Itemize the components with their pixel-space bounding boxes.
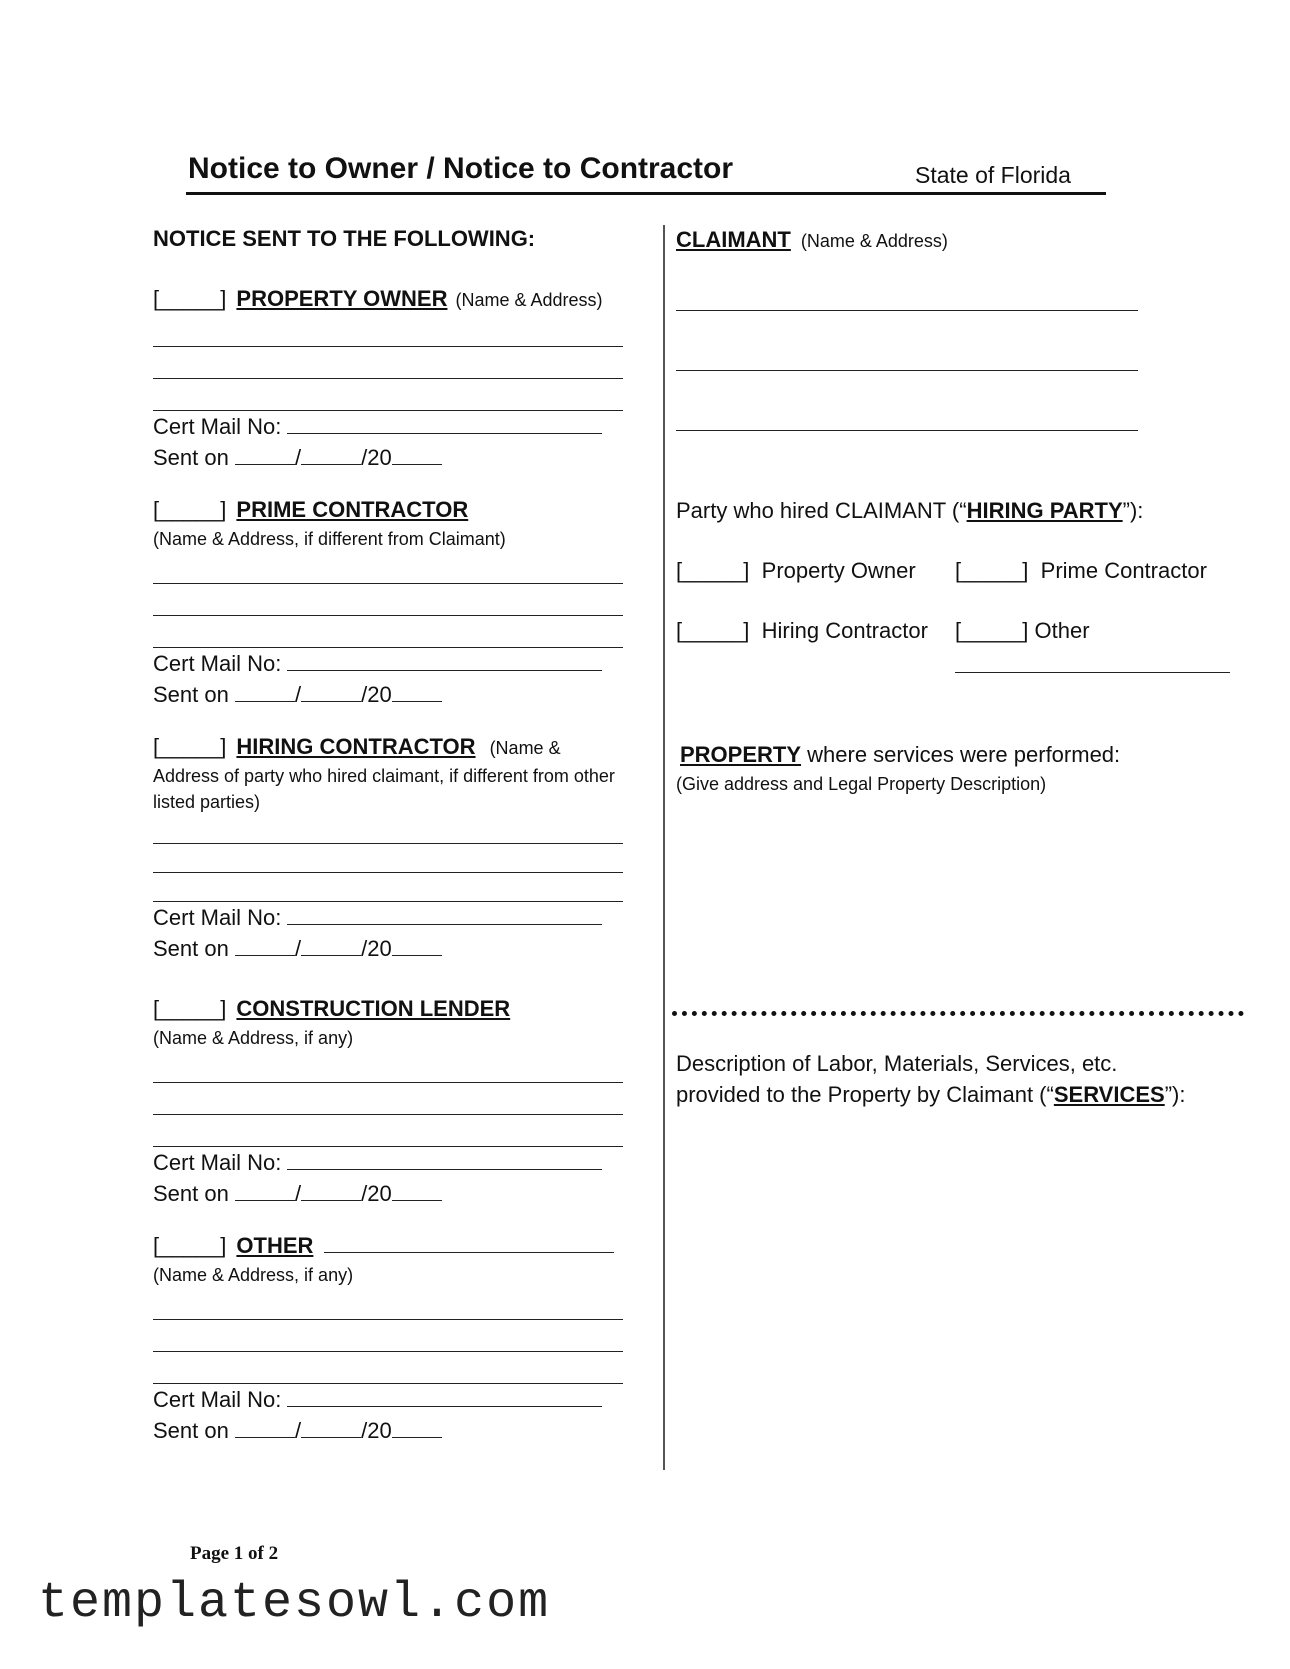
- section-header: [153, 1230, 623, 1262]
- cert-mail-row: [153, 902, 623, 933]
- year-field[interactable]: [392, 1178, 442, 1201]
- date-sep: /: [294, 936, 302, 961]
- cert-mail-label: Cert Mail No:: [153, 905, 282, 930]
- year-field[interactable]: [392, 679, 442, 702]
- property-label: PROPERTY: [680, 742, 802, 767]
- address-line[interactable]: [153, 347, 623, 379]
- address-line[interactable]: [153, 1083, 623, 1115]
- option-label: Hiring Contractor: [761, 618, 928, 643]
- section-note: Address of party who hired claimant, if different from other listed parties): [153, 766, 615, 812]
- day-field[interactable]: [301, 1415, 361, 1438]
- section-sub: (Name &: [489, 738, 561, 758]
- cert-mail-field[interactable]: [287, 1384, 602, 1407]
- sent-on-label: Sent on: [153, 682, 229, 707]
- checkbox[interactable]: [_____]: [676, 618, 750, 643]
- section-label: CONSTRUCTION LENDER: [236, 996, 511, 1021]
- section-header: [153, 283, 623, 315]
- section-construction-lender: [153, 993, 623, 1209]
- section-note: (Name & Address, if different from Claimant): [153, 529, 506, 549]
- cert-mail-field[interactable]: [287, 902, 602, 925]
- claimant-sub: (Name & Address): [800, 231, 948, 251]
- address-line[interactable]: [153, 1115, 623, 1147]
- property-rest: where services were performed:: [801, 742, 1121, 767]
- property-header: [680, 742, 1120, 768]
- checkbox[interactable]: [_____]: [955, 558, 1029, 583]
- cert-mail-label: Cert Mail No:: [153, 651, 282, 676]
- sent-on-row: [153, 1415, 623, 1446]
- notice-sent-heading: NOTICE SENT TO THE FOLLOWING:: [153, 226, 536, 251]
- cert-mail-label: Cert Mail No:: [153, 1150, 282, 1175]
- services-line-2: [676, 1079, 1185, 1110]
- address-line[interactable]: [153, 873, 623, 902]
- month-field[interactable]: [235, 679, 295, 702]
- watermark: templatesowl.com: [38, 1575, 551, 1632]
- section-header: [153, 494, 623, 526]
- cert-mail-row: [153, 648, 623, 679]
- year-field[interactable]: [392, 442, 442, 465]
- checkbox[interactable]: [_____]: [153, 497, 227, 522]
- month-field[interactable]: [235, 1178, 295, 1201]
- hiring-party-question: [676, 498, 1143, 524]
- cert-mail-field[interactable]: [287, 648, 602, 671]
- year-prefix: /20: [361, 1418, 392, 1443]
- sent-on-label: Sent on: [153, 936, 229, 961]
- other-name-field[interactable]: [324, 1230, 614, 1253]
- services-description: [676, 1048, 1185, 1110]
- option-other[interactable]: [955, 618, 1090, 644]
- section-hiring-contractor: [153, 731, 623, 964]
- sent-on-row: [153, 442, 623, 473]
- sent-on-row: [153, 1178, 623, 1209]
- section-other: [153, 1230, 623, 1446]
- month-field[interactable]: [235, 1415, 295, 1438]
- section-label: OTHER: [236, 1233, 314, 1258]
- sent-on-label: Sent on: [153, 445, 229, 470]
- checkbox[interactable]: [_____]: [153, 734, 227, 759]
- option-hiring-contractor[interactable]: [676, 618, 928, 644]
- address-line[interactable]: [153, 616, 623, 648]
- checkbox[interactable]: [_____]: [153, 996, 227, 1021]
- date-sep: /: [294, 682, 302, 707]
- claimant-header: [676, 227, 948, 253]
- page-number: Page 1 of 2: [190, 1543, 279, 1564]
- date-sep: /: [294, 1418, 302, 1443]
- address-line[interactable]: [153, 1051, 623, 1083]
- cert-mail-row: [153, 1147, 623, 1178]
- day-field[interactable]: [301, 933, 361, 956]
- checkbox[interactable]: [_____]: [955, 618, 1029, 643]
- sent-on-row: [153, 933, 623, 964]
- day-field[interactable]: [301, 679, 361, 702]
- state-label: State of Florida: [915, 162, 1071, 188]
- option-label: Other: [1034, 618, 1090, 643]
- section-header: [153, 993, 623, 1025]
- sent-on-label: Sent on: [153, 1418, 229, 1443]
- year-field[interactable]: [392, 933, 442, 956]
- services-line-1: Description of Labor, Materials, Services, etc.: [676, 1051, 1118, 1076]
- claimant-line[interactable]: [676, 430, 1138, 431]
- section-note: (Name & Address, if any): [153, 1265, 354, 1285]
- section-sub: (Name & Address): [455, 290, 603, 310]
- year-prefix: /20: [361, 682, 392, 707]
- date-sep: /: [294, 1181, 302, 1206]
- hiring-q-post: ”):: [1122, 498, 1144, 523]
- year-prefix: /20: [361, 445, 392, 470]
- cert-mail-row: [153, 411, 623, 442]
- checkbox[interactable]: [_____]: [153, 1233, 227, 1258]
- checkbox[interactable]: [_____]: [676, 558, 750, 583]
- day-field[interactable]: [301, 442, 361, 465]
- sent-on-row: [153, 679, 623, 710]
- option-label: Prime Contractor: [1040, 558, 1207, 583]
- cert-mail-row: [153, 1384, 623, 1415]
- hiring-party-label: HIRING PARTY: [966, 498, 1123, 523]
- section-label: PROPERTY OWNER: [236, 286, 448, 311]
- year-prefix: /20: [361, 936, 392, 961]
- option-prime-contractor[interactable]: [955, 558, 1207, 584]
- services-post: ”):: [1164, 1082, 1186, 1107]
- month-field[interactable]: [235, 933, 295, 956]
- claimant-label: CLAIMANT: [676, 227, 791, 252]
- address-line[interactable]: [153, 844, 623, 873]
- hiring-q-pre: Party who hired CLAIMANT (“: [676, 498, 967, 523]
- section-note: (Name & Address, if any): [153, 1028, 354, 1048]
- dotted-separator: [672, 1011, 1244, 1016]
- address-line[interactable]: [153, 1320, 623, 1352]
- cert-mail-field[interactable]: [287, 1147, 602, 1170]
- section-label: HIRING CONTRACTOR: [236, 734, 476, 759]
- option-property-owner[interactable]: [676, 558, 916, 584]
- services-pre: provided to the Property by Claimant (“: [676, 1082, 1054, 1107]
- address-line[interactable]: [153, 815, 623, 844]
- claimant-line[interactable]: [676, 310, 1138, 311]
- column-divider: [663, 225, 665, 1470]
- day-field[interactable]: [301, 1178, 361, 1201]
- address-line[interactable]: [153, 315, 623, 347]
- cert-mail-label: Cert Mail No:: [153, 414, 282, 439]
- cert-mail-field[interactable]: [287, 411, 602, 434]
- form-title: Notice to Owner / Notice to Contractor: [188, 152, 734, 185]
- address-line[interactable]: [153, 552, 623, 584]
- cert-mail-label: Cert Mail No:: [153, 1387, 282, 1412]
- property-sub: (Give address and Legal Property Description): [676, 774, 1047, 794]
- option-label: Property Owner: [761, 558, 916, 583]
- address-line[interactable]: [153, 584, 623, 616]
- other-hiring-line[interactable]: [955, 672, 1230, 673]
- services-label: SERVICES: [1053, 1082, 1165, 1107]
- section-property-owner: [153, 283, 623, 473]
- month-field[interactable]: [235, 442, 295, 465]
- section-prime-contractor: [153, 494, 623, 710]
- year-field[interactable]: [392, 1415, 442, 1438]
- section-label: PRIME CONTRACTOR: [236, 497, 469, 522]
- date-sep: /: [294, 445, 302, 470]
- claimant-line[interactable]: [676, 370, 1138, 371]
- section-header: [153, 731, 623, 763]
- address-line[interactable]: [153, 379, 623, 411]
- address-line[interactable]: [153, 1288, 623, 1320]
- year-prefix: /20: [361, 1181, 392, 1206]
- address-line[interactable]: [153, 1352, 623, 1384]
- checkbox[interactable]: [_____]: [153, 286, 227, 311]
- title-rule: [186, 192, 1106, 195]
- sent-on-label: Sent on: [153, 1181, 229, 1206]
